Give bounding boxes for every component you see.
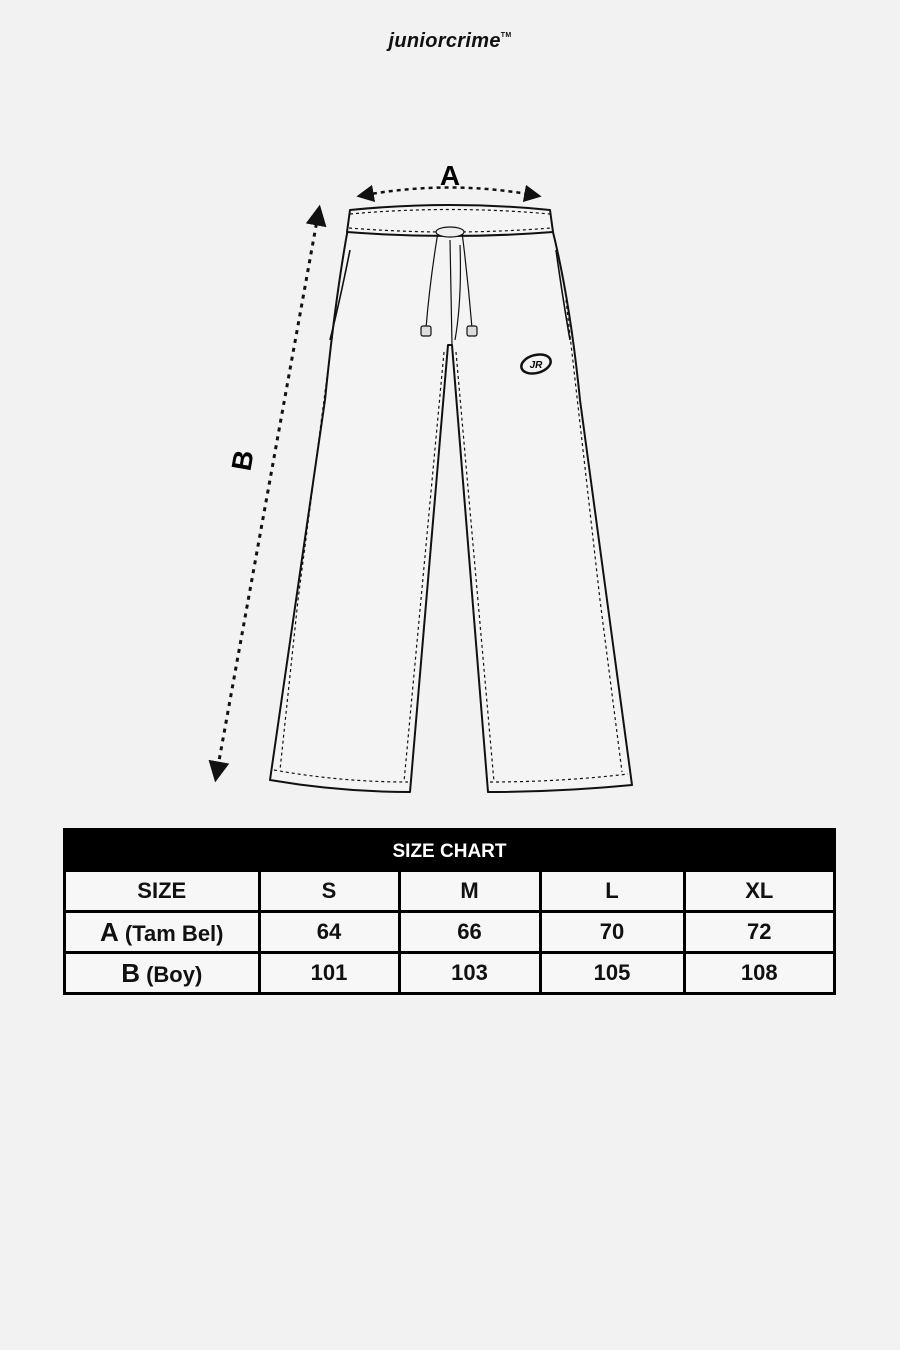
table-cell: 66 [399,912,540,953]
table-row [66,953,833,993]
brand-name: juniorcrime [388,30,501,52]
table-cell: 70 [540,912,684,953]
size-chart-title: SIZE CHART [66,831,833,869]
row-label [66,912,259,953]
table-cell: 64 [259,912,399,953]
patch-text: JR [529,360,543,371]
table-cell: 72 [684,912,833,953]
table-cell: 103 [399,953,540,993]
row-letter: A [99,916,119,947]
size-chart-table [63,828,836,995]
table-row [66,912,833,953]
label-a: A [439,160,461,191]
row-name: (Tam Bel) [124,920,224,946]
table-cell: 101 [259,953,399,993]
header-l: L [540,871,684,912]
header-xl: XL [684,871,833,912]
table-cell: 108 [684,953,833,993]
table-cell: 105 [540,953,684,993]
size-header-row [66,871,833,912]
header-s: S [259,871,399,912]
label-b: B [225,447,260,474]
header-m: M [399,871,540,912]
row-label [66,953,259,993]
row-letter: B [121,957,140,988]
trademark-mark: TM [500,32,512,39]
row-name: (Boy) [146,961,203,987]
header-size: SIZE [66,871,259,912]
